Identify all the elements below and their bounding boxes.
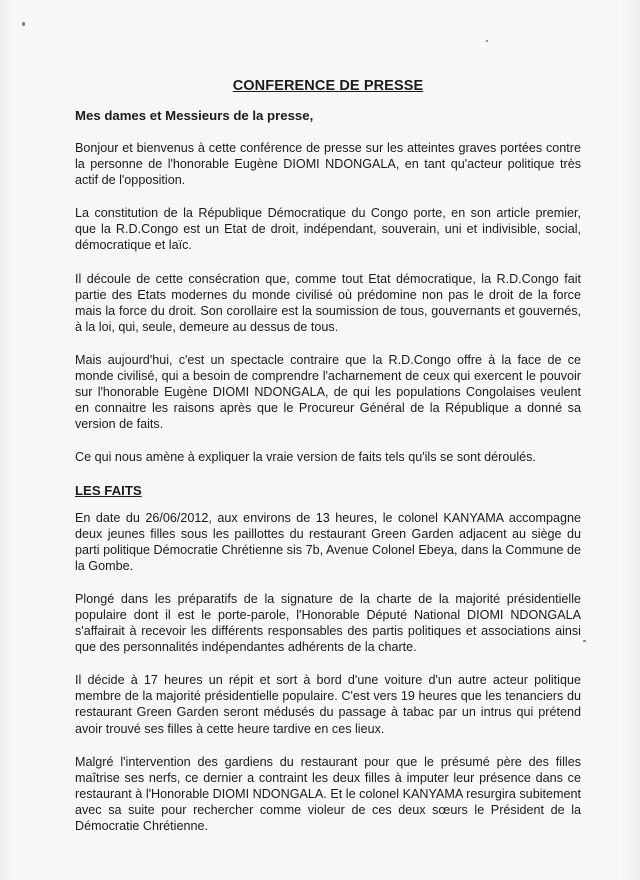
scan-speck-mark: [583, 640, 586, 642]
paragraph: Malgré l'intervention des gardiens du restaurant pour que le présumé père des filles maîtrise ses nerfs, ce dernier a contraint les deux filles à imputer leur présence dans ce restaurant à l'Honorable DIOMI NDONGALA. Et le colonel KANYAMA resurgira subitement avec sa suite pour rechercher comme violeur de ces deux sœurs le Président de la Démocratie Chrétienne.: [75, 754, 581, 833]
scan-speck-mark: [22, 22, 25, 26]
paragraph: Ce qui nous amène à expliquer la vraie version de faits tels qu'ils se sont déroulés.: [75, 450, 536, 465]
salutation: Mes dames et Messieurs de la presse,: [75, 108, 314, 123]
document-body: [75, 78, 581, 851]
section-heading-les-faits: LES FAITS: [75, 482, 142, 498]
scan-speck-mark: [486, 40, 488, 42]
document-title: CONFERENCE DE PRESSE: [232, 78, 424, 94]
paragraph: Il découle de cette consécration que, comme tout Etat démocratique, la R.D.Congo fait partie des Etats modernes du monde civilisé où prédomine non pas le droit de la force mais la force du droit. Son corollaire est la soumission de tous, gouvernants et gouvernés, à la loi, qui, seule, demeure au dessus de tous.: [75, 271, 581, 334]
paragraph: Bonjour et bienvenus à cette conférence de presse sur les atteintes graves portées contre la personne de l'honorable Eugène DIOMI NDONGALA, en tant qu'acteur politique très actif de l'opposition.: [75, 141, 581, 188]
paragraph: Mais aujourd'hui, c'est un spectacle contraire que la R.D.Congo offre à la face de ce monde civilisé, qui a besoin de comprendre l'acharnement de ceux qui exercent le pouvoir sur l'honorable Eugène DIOMI NDONGALA, de qui les populations Congolaises veulent en connaitre les raisons après que le Procureur Général de la République a donné sa version de faits.: [75, 352, 581, 432]
paragraph: Plongé dans les préparatifs de la signature de la charte de la majorité présidentielle populaire dont il est le porte-parole, l'Honorable Député National DIOMI NDONGALA s'affairait à recevoir les différents responsables des partis politiques et associations ainsi que des personnalités indépendantes adhérents de la charte.: [75, 591, 581, 655]
paragraph: La constitution de la République Démocratique du Congo porte, en son article premier, que la R.D.Congo est un Etat de droit, indépendant, souverain, uni et indivisible, social, démocratique et laïc.: [75, 206, 581, 253]
paragraph: Il décide à 17 heures un répit et sort à bord d'une voiture d'un autre acteur politique membre de la majorité présidentielle populaire. C'est vers 19 heures que les tenanciers du restaurant Green Garden seront médusés du passage à tabac par un intrus qui prétend avoir trouvé ses filles à cette heure tardive en ces lieux.: [75, 673, 581, 736]
paragraph: En date du 26/06/2012, aux environs de 13 heures, le colonel KANYAMA accompagne deux jeunes filles sous les paillottes du restaurant Green Garden adjacent au siège du parti politique Démocratie Chrétienne sis 7b, Avenue Colonel Ebeya, dans la Commune de la Gombe.: [75, 510, 581, 573]
